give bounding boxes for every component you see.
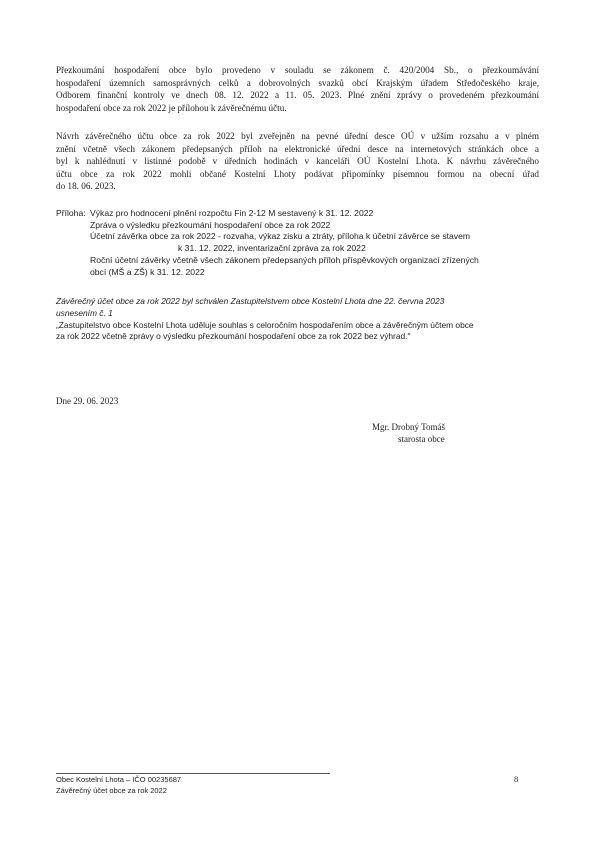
attachments-list <box>90 208 479 278</box>
attachment-item: k 31. 12. 2022, inventarizační zpráva za rok 2022 <box>178 243 366 254</box>
text-line: znění včetně všech zákonem předepsaných příloh na elektronické úřední desce na internetových stránkách obce a <box>56 143 539 154</box>
review-paragraph <box>56 64 539 114</box>
approval-section <box>56 296 539 343</box>
attachments-section <box>0 208 595 280</box>
text-line: Přezkoumání hospodaření obce bylo provedeno v souladu se zákonem č. 420/2004 Sb., o přezkoumávání <box>56 65 539 75</box>
resolution-quote: za rok 2022 včetně zprávy o výsledku přezkoumání hospodaření obce za rok 2022 bez výhrad." <box>56 331 411 342</box>
footer-divider <box>56 773 330 774</box>
attachments-label: Příloha: <box>56 208 86 218</box>
text-line: Návrh závěrečného účtu obce za rok 2022 byl zveřejněn na pevné úřední desce OÚ v užším rozsahu a v plném <box>56 131 539 141</box>
attachment-item: Výkaz pro hodnocení plnění rozpočtu Fin 2-12 M sestavený k 31. 12. 2022 <box>90 208 374 218</box>
text-line: účtu obce za rok 2022 mohli občané Kostelní Lhoty podávat připomínky písemnou formou na obecní úřad <box>56 168 539 179</box>
approval-statement: Závěrečný účet obce za rok 2022 byl schválen Zastupitelstvem obce Kostelní Lhota dne 22. června 2023 <box>56 296 445 306</box>
text-line: Odborem finanční kontroly ve dnech 08. 12. 2022 a 11. 05. 2023. Plné znění zprávy o provedeném přezkoumání <box>56 90 539 100</box>
attachment-item: Účetní závěrka obce za rok 2022 - rozvaha, výkaz zisku a ztráty, příloha k účetní závěrce se stavem <box>90 231 471 242</box>
resolution-quote: „Zastupitelstvo obce Kostelní Lhota uděluje souhlas s celoročním hospodařením obce a závěrečným účtem obce <box>56 319 474 330</box>
signatory-name: Mgr. Drobný Tomáš <box>372 422 445 432</box>
resolution-number: usnesením č. 1 <box>56 307 113 318</box>
footer-municipality: Obec Kostelní Lhota – IČO 00235687 <box>56 775 182 784</box>
page-number: 8 <box>514 774 519 784</box>
signatory-role: starosta obce <box>398 434 445 444</box>
text-line: hospodaření územních samosprávných celků a dobrovolných svazků obcí Krajským úřadem Středočeského kraje, <box>56 77 539 88</box>
text-line: hospodaření obce za rok 2022 je přílohou k závěrečnému účtu. <box>56 102 287 113</box>
attachment-item: Roční účetní závěrky včetně všech zákonem předepsaných příloh příspěvkových organizací zřízených <box>90 254 479 265</box>
attachment-item: obcí (MŠ a ZŠ) k 31. 12. 2022 <box>90 266 205 277</box>
document-date: Dne 29. 06. 2023 <box>56 396 119 406</box>
publication-paragraph <box>56 130 539 193</box>
text-line: byl k nahlédnutí v listinné podobě v úředních hodinách v kanceláři OÚ Kostelní Lhota. K návrhu závěrečného <box>56 156 539 166</box>
attachment-item: Zpráva o výsledku přezkoumání hospodaření obce za rok 2022 <box>90 219 331 230</box>
text-line: do 18. 06. 2023. <box>56 181 116 191</box>
footer-document-title: Závěrečný účet obce za rok 2022 <box>56 786 167 795</box>
